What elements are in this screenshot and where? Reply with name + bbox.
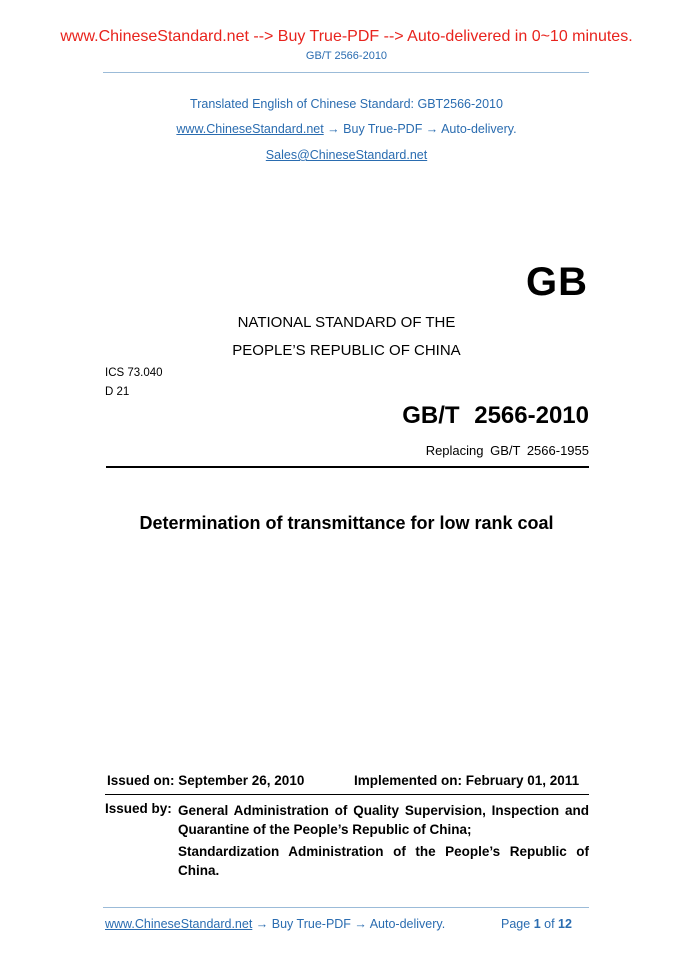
page-current: 1 xyxy=(533,917,541,931)
issued-by-label: Issued by: xyxy=(105,801,172,816)
footer-site-link[interactable]: www.ChineseStandard.net xyxy=(105,917,253,931)
national-standard-line1: NATIONAL STANDARD OF THE xyxy=(237,314,456,331)
page-label: Page xyxy=(501,917,531,931)
sales-email-link[interactable]: Sales@ChineseStandard.net xyxy=(265,148,428,162)
header-standard-code: GB/T 2566-2010 xyxy=(305,50,388,62)
replacing-note: Replacing GB/T 2566-1955 xyxy=(425,443,589,458)
page-of: of xyxy=(544,917,555,931)
ccs-code: D 21 xyxy=(105,386,130,398)
top-banner[interactable]: www.ChineseStandard.net --> Buy True-PDF --> Auto-delivered in 0~10 minutes. xyxy=(60,28,633,45)
ics-code: ICS 73.040 xyxy=(105,367,163,379)
site-link[interactable]: www.ChineseStandard.net xyxy=(176,122,324,136)
footer-site xyxy=(105,917,445,931)
page-total: 12 xyxy=(558,917,572,931)
sales-line xyxy=(0,148,693,162)
title-divider xyxy=(106,466,589,468)
national-standard-line2: PEOPLE’S REPUBLIC OF CHINA xyxy=(232,342,461,359)
issuer-1: General Administration of Quality Supervision, Inspection and Quarantine of the People’s Republic of China; xyxy=(178,803,589,837)
issuer-2: Standardization Administration of the People’s Republic of China. xyxy=(178,844,589,878)
implemented-on-date: Implemented on: February 01, 2011 xyxy=(354,773,580,788)
site-suffix: → Buy True-PDF → Auto-delivery. xyxy=(323,122,517,136)
header-divider xyxy=(103,72,589,73)
footer-divider xyxy=(103,907,589,908)
gb-logo: GB xyxy=(526,260,588,304)
site-line xyxy=(0,122,693,136)
translation-line: Translated English of Chinese Standard: GBT2566-2010 xyxy=(190,97,503,111)
issued-on-date: Issued on: September 26, 2010 xyxy=(107,773,305,788)
document-title: Determination of transmittance for low rank coal xyxy=(139,513,554,533)
footer-site-suffix: → Buy True-PDF → Auto-delivery. xyxy=(252,917,446,931)
page-number xyxy=(501,917,572,931)
issuer-block xyxy=(178,801,589,883)
dates-divider xyxy=(105,794,589,795)
standard-code: GB/T 2566-2010 xyxy=(402,402,589,429)
